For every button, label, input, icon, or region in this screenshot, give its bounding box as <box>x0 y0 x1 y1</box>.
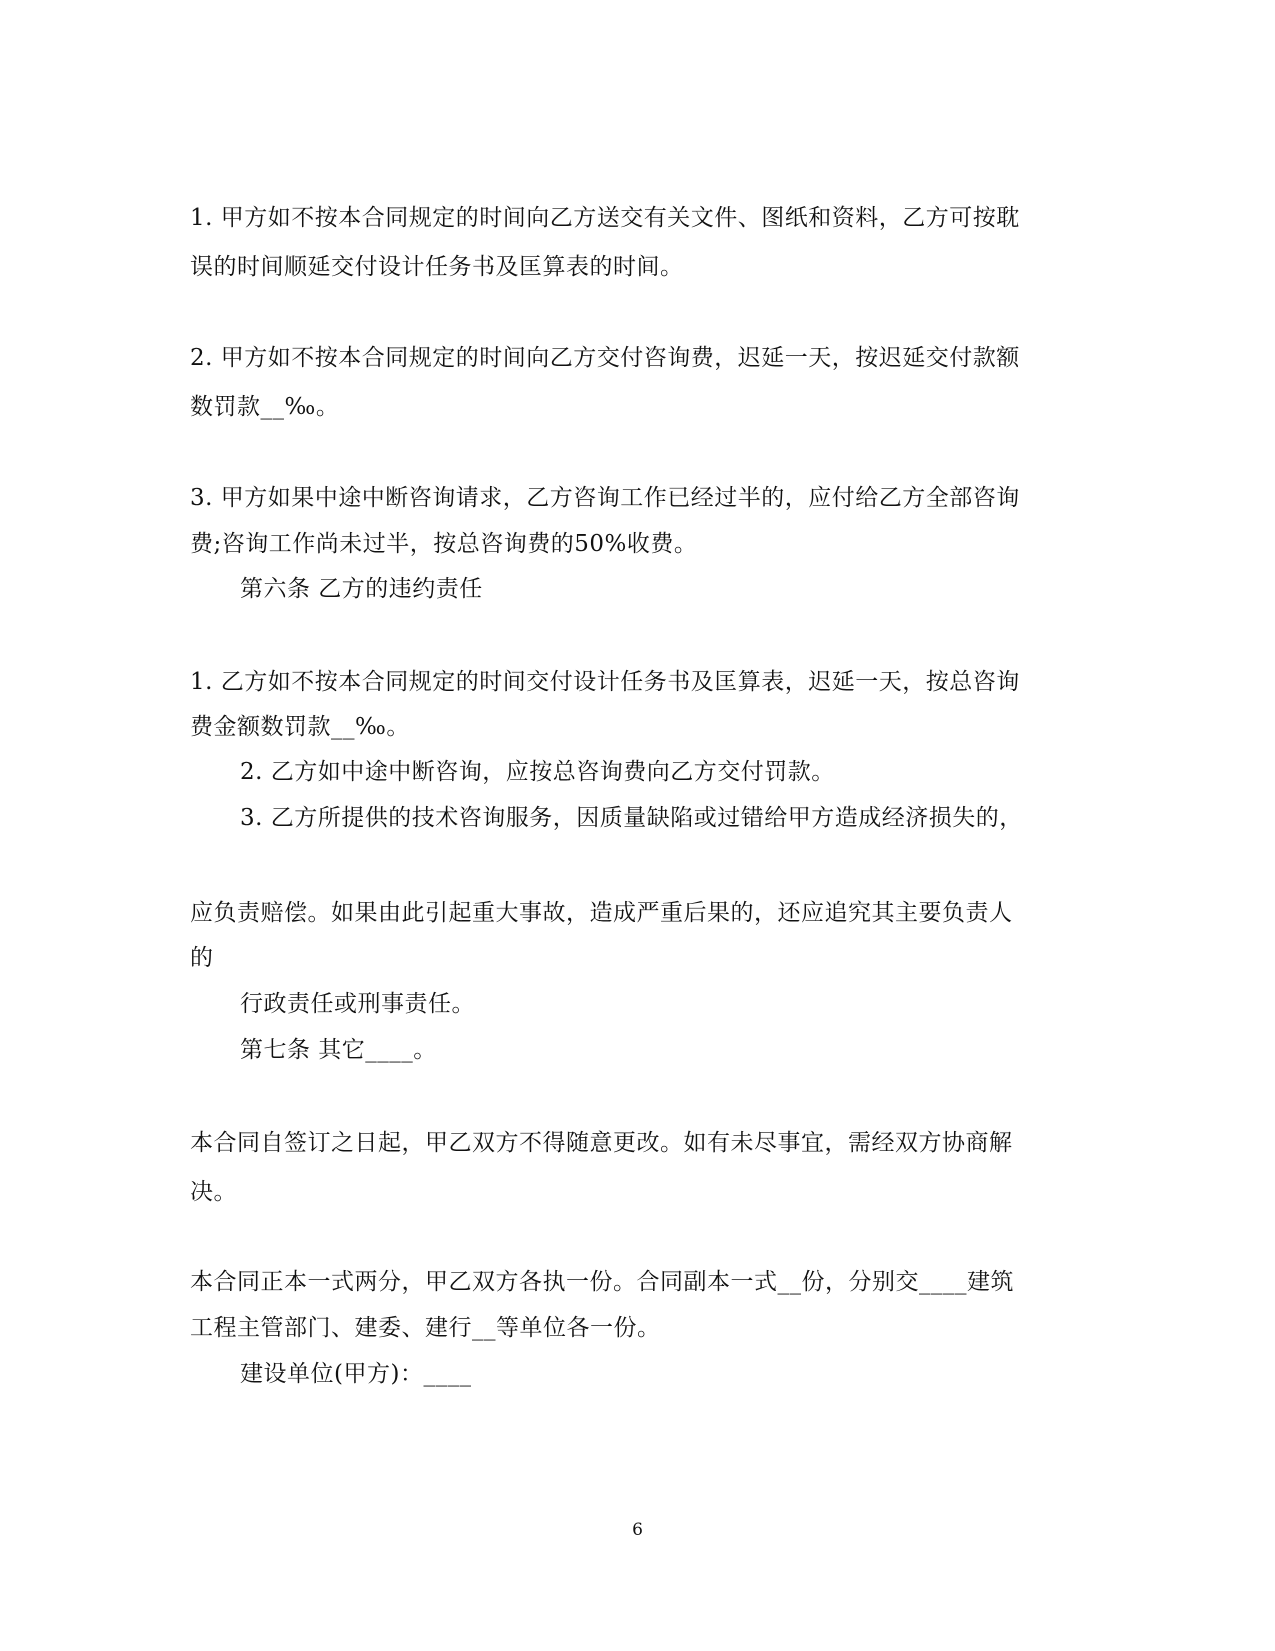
paragraph-line: 3. 甲方如果中途中断咨询请求，乙方咨询工作已经过半的，应付给乙方全部咨询 <box>190 485 1020 511</box>
paragraph-line: 的 <box>190 945 214 971</box>
paragraph-line: 应负责赔偿。如果由此引起重大事故，造成严重后果的，还应追究其主要负责人 <box>190 900 1013 926</box>
paragraph-line: 误的时间顺延交付设计任务书及匡算表的时间。 <box>190 254 684 280</box>
paragraph-line: 1. 乙方如不按本合同规定的时间交付设计任务书及匡算表，迟延一天，按总咨询 <box>190 669 1020 695</box>
paragraph-line: 3. 乙方所提供的技术咨询服务，因质量缺陷或过错给甲方造成经济损失的， <box>240 805 1023 831</box>
paragraph-line: 2. 乙方如中途中断咨询，应按总咨询费向乙方交付罚款。 <box>240 759 835 785</box>
paragraph-line: 费金额数罚款__‰。 <box>190 714 410 740</box>
paragraph-line: 费;咨询工作尚未过半，按总咨询费的50%收费。 <box>190 531 698 557</box>
page-number: 6 <box>632 1520 643 1540</box>
paragraph-line: 数罚款__‰。 <box>190 394 340 420</box>
paragraph-line: 2. 甲方如不按本合同规定的时间向乙方交付咨询费，迟延一天，按迟延交付款额 <box>190 345 1020 371</box>
paragraph-line: 工程主管部门、建委、建行__等单位各一份。 <box>190 1315 661 1341</box>
paragraph-line: 1. 甲方如不按本合同规定的时间向乙方送交有关文件、图纸和资料，乙方可按耽 <box>190 205 1020 231</box>
section-heading: 第七条 其它____。 <box>240 1037 437 1063</box>
paragraph-line: 决。 <box>190 1179 237 1205</box>
paragraph-line: 本合同正本一式两分，甲乙双方各执一份。合同副本一式__份，分别交____建筑 <box>190 1269 1014 1295</box>
paragraph-line: 本合同自签订之日起，甲乙双方不得随意更改。如有未尽事宜，需经双方协商解 <box>190 1130 1013 1156</box>
paragraph-line: 行政责任或刑事责任。 <box>240 991 475 1017</box>
signature-field: 建设单位(甲方)：____ <box>240 1361 472 1387</box>
section-heading: 第六条 乙方的违约责任 <box>240 576 483 602</box>
